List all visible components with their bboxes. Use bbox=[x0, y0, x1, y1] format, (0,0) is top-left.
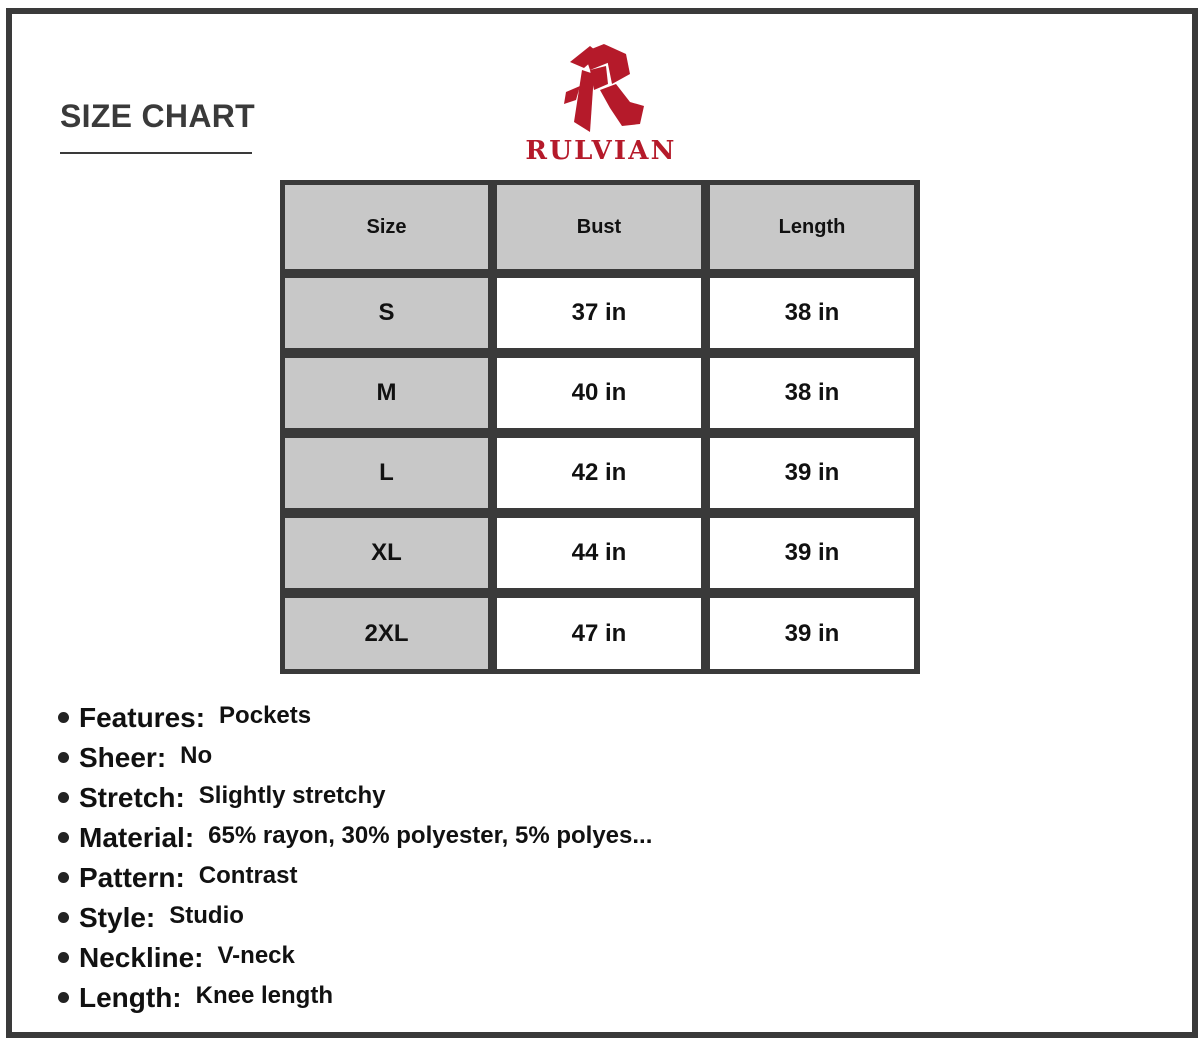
spec-label: Sheer: bbox=[79, 742, 167, 773]
list-item bbox=[58, 742, 652, 782]
spec-value: Slightly stretchy bbox=[198, 782, 386, 809]
bust-cell: 47 in bbox=[497, 598, 701, 669]
bullet-icon bbox=[58, 712, 69, 723]
bullet-icon bbox=[58, 992, 69, 1003]
bullet-icon bbox=[58, 752, 69, 763]
list-item bbox=[58, 702, 652, 742]
list-item bbox=[58, 862, 652, 902]
length-cell: 39 in bbox=[710, 518, 914, 588]
spec-label: Stretch: bbox=[79, 782, 185, 813]
spec-value: Studio bbox=[169, 902, 244, 929]
bullet-icon bbox=[58, 872, 69, 883]
bust-cell: 44 in bbox=[497, 518, 701, 588]
bullet-icon bbox=[58, 832, 69, 843]
size-cell: XL bbox=[285, 518, 488, 588]
size-cell: L bbox=[285, 438, 488, 508]
list-item bbox=[58, 982, 652, 1022]
size-cell: S bbox=[285, 278, 488, 348]
r-monogram-logo-icon bbox=[560, 40, 646, 134]
length-cell: 39 in bbox=[710, 598, 914, 669]
spec-label: Pattern: bbox=[79, 862, 185, 893]
spec-label: Features: bbox=[79, 702, 206, 733]
header-bust: Bust bbox=[497, 185, 701, 269]
spec-list bbox=[58, 702, 652, 1022]
list-item bbox=[58, 782, 652, 822]
spec-value: 65% rayon, 30% polyester, 5% polyes... bbox=[208, 822, 653, 849]
table-row bbox=[285, 278, 914, 348]
brand-logo bbox=[516, 40, 686, 168]
bust-cell: 42 in bbox=[497, 438, 701, 508]
bullet-icon bbox=[58, 792, 69, 803]
size-table bbox=[280, 180, 920, 674]
header-length: Length bbox=[710, 185, 914, 269]
length-cell: 39 in bbox=[710, 438, 914, 508]
bullet-icon bbox=[58, 912, 69, 923]
spec-label: Material: bbox=[79, 822, 195, 853]
brand-wordmark: RULVIAN bbox=[525, 136, 677, 166]
table-row bbox=[285, 438, 914, 508]
bust-cell: 37 in bbox=[497, 278, 701, 348]
spec-value: Pockets bbox=[219, 702, 312, 729]
spec-label: Length: bbox=[79, 982, 182, 1013]
length-cell: 38 in bbox=[710, 358, 914, 428]
length-cell: 38 in bbox=[710, 278, 914, 348]
table-row bbox=[285, 598, 914, 669]
bust-cell: 40 in bbox=[497, 358, 701, 428]
page-title: SIZE CHART bbox=[60, 98, 255, 134]
spec-value: Contrast bbox=[198, 862, 298, 889]
table-row bbox=[285, 358, 914, 428]
list-item bbox=[58, 902, 652, 942]
title-underline bbox=[60, 152, 252, 154]
size-cell: M bbox=[285, 358, 488, 428]
list-item bbox=[58, 822, 652, 862]
spec-value: No bbox=[180, 742, 213, 769]
spec-value: Knee length bbox=[195, 982, 333, 1009]
list-item bbox=[58, 942, 652, 982]
header-size: Size bbox=[285, 185, 488, 269]
spec-label: Style: bbox=[79, 902, 156, 933]
spec-value: V-neck bbox=[217, 942, 295, 969]
table-header-row bbox=[285, 185, 914, 269]
bullet-icon bbox=[58, 952, 69, 963]
table-row bbox=[285, 518, 914, 588]
size-cell: 2XL bbox=[285, 598, 488, 669]
spec-label: Neckline: bbox=[79, 942, 204, 973]
